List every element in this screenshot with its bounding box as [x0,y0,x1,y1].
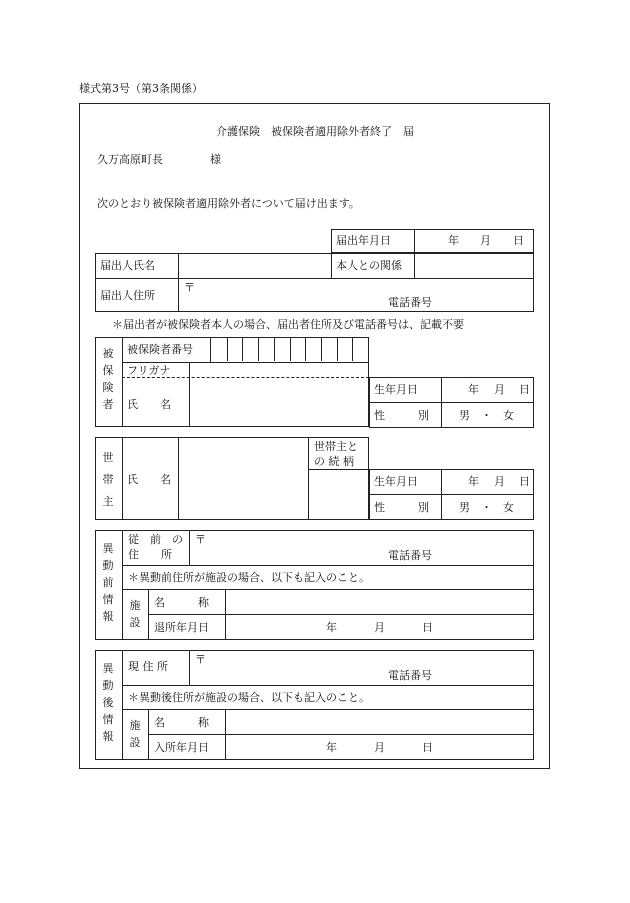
addressee-honorific: 様 [210,153,221,166]
discharge-date-label: 退所年月日 [154,621,209,634]
before-facility-name-field[interactable] [226,590,533,613]
applicant-address-label: 届出人住所 [100,289,155,302]
householder-sex-options[interactable]: 男 ・ 女 [459,501,514,514]
insured-birth-field[interactable]: 年 月 日 [468,383,530,396]
householder-name-field[interactable] [179,438,307,519]
filing-date-label: 届出年月日 [336,234,391,247]
householder-relation-field[interactable] [309,470,368,519]
prev-address-label-2: 住 所 [128,548,172,561]
current-address-label: 現 住 所 [128,660,168,673]
householder-name-label: 氏 名 [127,473,171,486]
householder-birth-label: 生年月日 [374,475,418,488]
phone-label: 電話番号 [388,296,432,309]
insured-number-digit-divider [258,337,259,361]
form-number: 様式第3号（第3条関係） [79,82,203,95]
applicant-name-label: 届出人氏名 [100,259,155,272]
discharge-date-field[interactable]: 年 月 日 [326,621,433,634]
insured-name-field[interactable] [190,378,368,426]
relation-field[interactable] [415,254,533,277]
insured-name-label: 氏 名 [127,398,171,411]
furigana-field[interactable] [190,363,368,376]
insured-number-digit-divider [352,337,353,361]
addressee-name: 久万高原町長 [97,153,163,166]
applicant-address-field[interactable] [179,279,533,311]
householder-relation-label-2: の 続 柄 [314,455,354,468]
before-note: ＊異動前住所が施設の場合、以下も記入のこと。 [128,571,370,584]
householder-side-label: 世帯主 [102,451,114,508]
after-facility-label: 施設 [129,719,141,749]
after-facility-name-field[interactable] [226,710,533,733]
insured-number-digit-divider [290,337,291,361]
after-side-label: 異動後情報 [102,662,114,743]
before-side-label: 異動前情報 [102,542,114,623]
insured-birth-label: 生年月日 [374,383,418,396]
insured-number-digit-divider [227,337,228,361]
current-address-field[interactable]: 〒 電話番号 [195,653,432,682]
insured-number-digit-divider [337,337,338,361]
admission-date-label: 入所年月日 [154,741,209,754]
intro-text: 次のとおり被保険者適用除外者について届け出ます。 [97,197,360,210]
insured-number-digit-divider [274,337,275,361]
insured-side-label: 被保険者 [102,347,114,411]
insured-number-field[interactable] [211,338,368,361]
prev-address-label-1: 従 前 の [128,533,183,546]
householder-sex-label: 性 別 [374,501,429,514]
insured-number-digit-divider [305,337,306,361]
applicant-note: ＊届出者が被保険者本人の場合、届出者住所及び電話番号は、記載不要 [112,318,464,331]
before-facility-name-label: 名 称 [154,596,209,609]
insured-number-digit-divider [321,337,322,361]
filing-date-field[interactable]: 年 月 日 [448,234,524,247]
insured-sex-label: 性 別 [374,409,429,422]
form-title: 介護保険 被保険者適用除外者終了 届 [216,125,414,138]
before-facility-label: 施設 [129,599,141,629]
householder-relation-label-1: 世帯主と [314,440,358,453]
postal-mark: 〒 [184,281,195,294]
applicant-name-field[interactable] [179,254,330,277]
prev-address-field[interactable]: 〒 電話番号 [195,533,432,562]
relation-label: 本人との関係 [336,259,402,272]
after-note: ＊異動後住所が施設の場合、以下も記入のこと。 [128,691,370,704]
furigana-label: フリガナ [127,364,171,377]
admission-date-field[interactable]: 年 月 日 [326,741,433,754]
insured-number-label: 被保険者番号 [127,343,193,356]
insured-sex-options[interactable]: 男 ・ 女 [459,409,514,422]
householder-birth-field[interactable]: 年 月 日 [468,475,530,488]
insured-number-digit-divider [242,337,243,361]
after-facility-name-label: 名 称 [154,716,209,729]
